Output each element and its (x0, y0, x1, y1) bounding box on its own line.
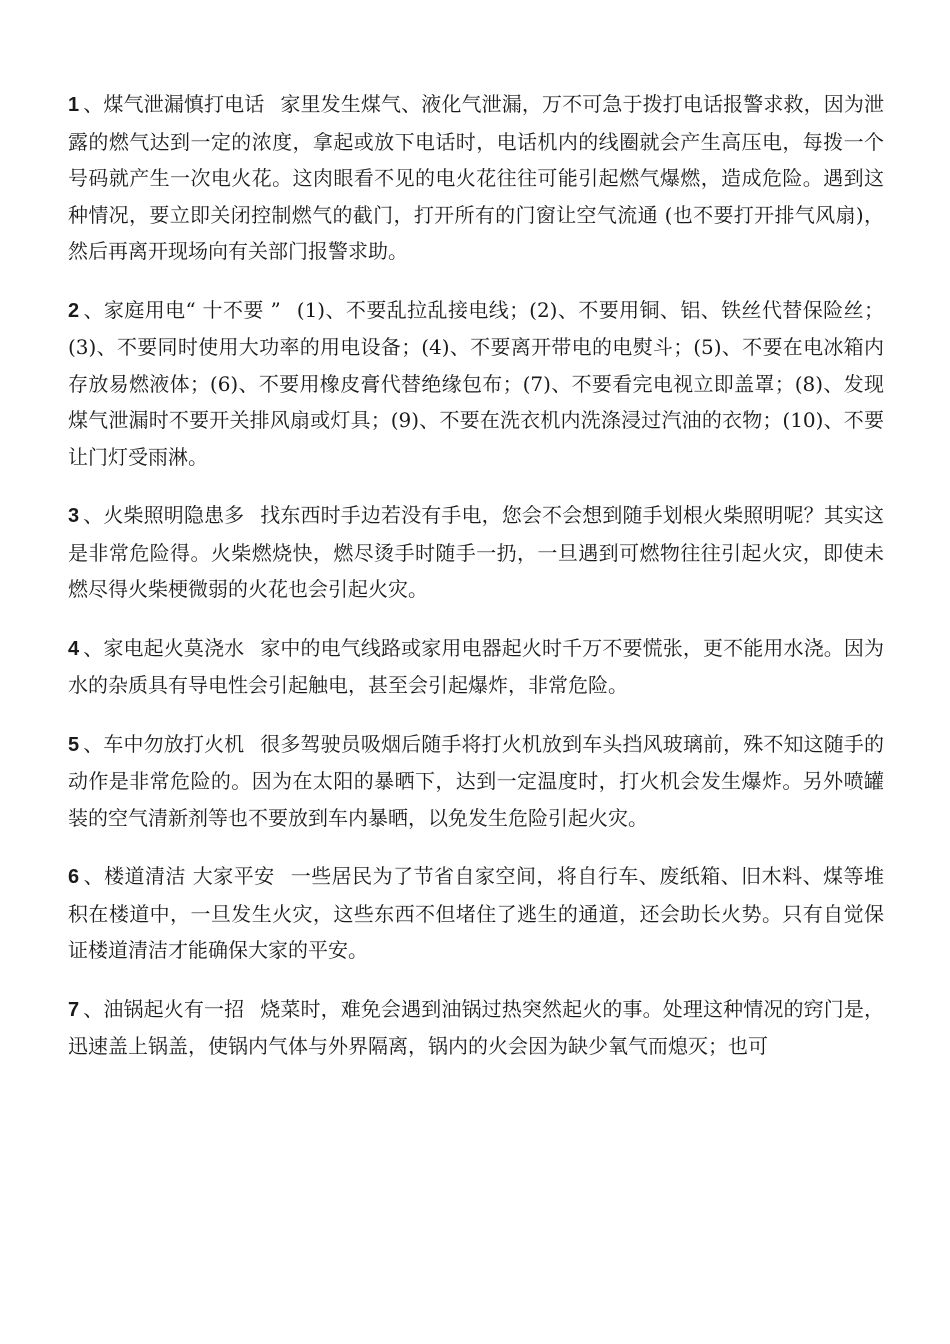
paragraph-6 (68, 858, 884, 969)
item-number: 7 (68, 998, 80, 1021)
paragraph-4 (68, 630, 884, 704)
item-body: 烧菜时，难免会遇到油锅过热突然起火的事。处理这种情况的窍门是，迅速盖上锅盖，使锅内气体与外界隔离，锅内的火会因为缺少氧气而熄灭；也可 (68, 996, 884, 1058)
item-number: 5 (68, 733, 80, 756)
item-number: 6 (68, 866, 80, 888)
item-number: 2 (68, 299, 80, 322)
paragraph-7 (68, 991, 884, 1065)
item-heading: 、楼道清洁 大家平安 (83, 864, 275, 888)
item-heading: 、家庭用电“ 十不要 ” (83, 297, 281, 322)
item-body: (1)、不要乱拉乱接电线；(2)、不要用铜、铝、铁丝代替保险丝；(3)、不要同时使用大功率的用电设备；(4)、不要离开带电的电熨斗；(5)、不要在电冰箱内存放易燃液体；(6)、不要用橡皮膏代替绝缘包布；(7)、不要看完电视立即盖罩；(8)、发现煤气泄漏时不要开关排风扇或灯具；(9)、不要在洗衣机内洗涤浸过汽油的衣物；(10)、不要让门灯受雨淋。 (68, 297, 884, 469)
item-number: 4 (68, 637, 80, 660)
item-body: 找东西时手边若没有手电，您会不会想到随手划根火柴照明呢？其实这是非常危险得。火柴燃烧快，燃尽烫手时随手一扔，一旦遇到可燃物往往引起火灾，即使未燃尽得火柴梗微弱的火花也会引起火灾。 (68, 503, 884, 601)
paragraph-1 (68, 86, 884, 270)
item-heading: 、油锅起火有一招 (83, 996, 245, 1021)
paragraph-2 (68, 292, 884, 476)
item-heading: 、火柴照明隐患多 (83, 503, 245, 527)
document-body (68, 86, 884, 1087)
item-heading: 、煤气泄漏慎打电话 (83, 92, 265, 116)
item-number: 1 (68, 94, 80, 116)
item-heading: 、家电起火莫浇水 (83, 635, 245, 660)
item-body: 很多驾驶员吸烟后随手将打火机放到车头挡风玻璃前，殊不知这随手的动作是非常危险的。因为在太阳的暴晒下，达到一定温度时，打火机会发生爆炸。另外喷罐装的空气清新剂等也不要放到车内暴晒，以免发生危险引起火灾。 (68, 731, 884, 830)
item-heading: 、车中勿放打火机 (83, 731, 245, 756)
item-body: 家里发生煤气、液化气泄漏，万不可急于拨打电话报警求救，因为泄露的燃气达到一定的浓度，拿起或放下电话时，电话机内的线圈就会产生高压电，每拨一个号码就产生一次电火花。这肉眼看不见的电火花往往可能引起燃气爆燃，造成危险。遇到这种情况，要立即关闭控制燃气的截门，打开所有的门窗让空气流通 (也不要打开排气风扇)，然后再离开现场向有关部门报警求助。 (68, 92, 884, 263)
item-number: 3 (68, 505, 80, 527)
item-body: 一些居民为了节省自家空间，将自行车、废纸箱、旧木料、煤等堆积在楼道中，一旦发生火灾，这些东西不但堵住了逃生的通道，还会助长火势。只有自觉保证楼道清洁才能确保大家的平安。 (68, 864, 885, 962)
paragraph-5 (68, 726, 884, 837)
paragraph-3 (68, 497, 884, 608)
item-body: 家中的电气线路或家用电器起火时千万不要慌张，更不能用水浇。因为水的杂质具有导电性会引起触电，甚至会引起爆炸，非常危险。 (68, 635, 884, 697)
